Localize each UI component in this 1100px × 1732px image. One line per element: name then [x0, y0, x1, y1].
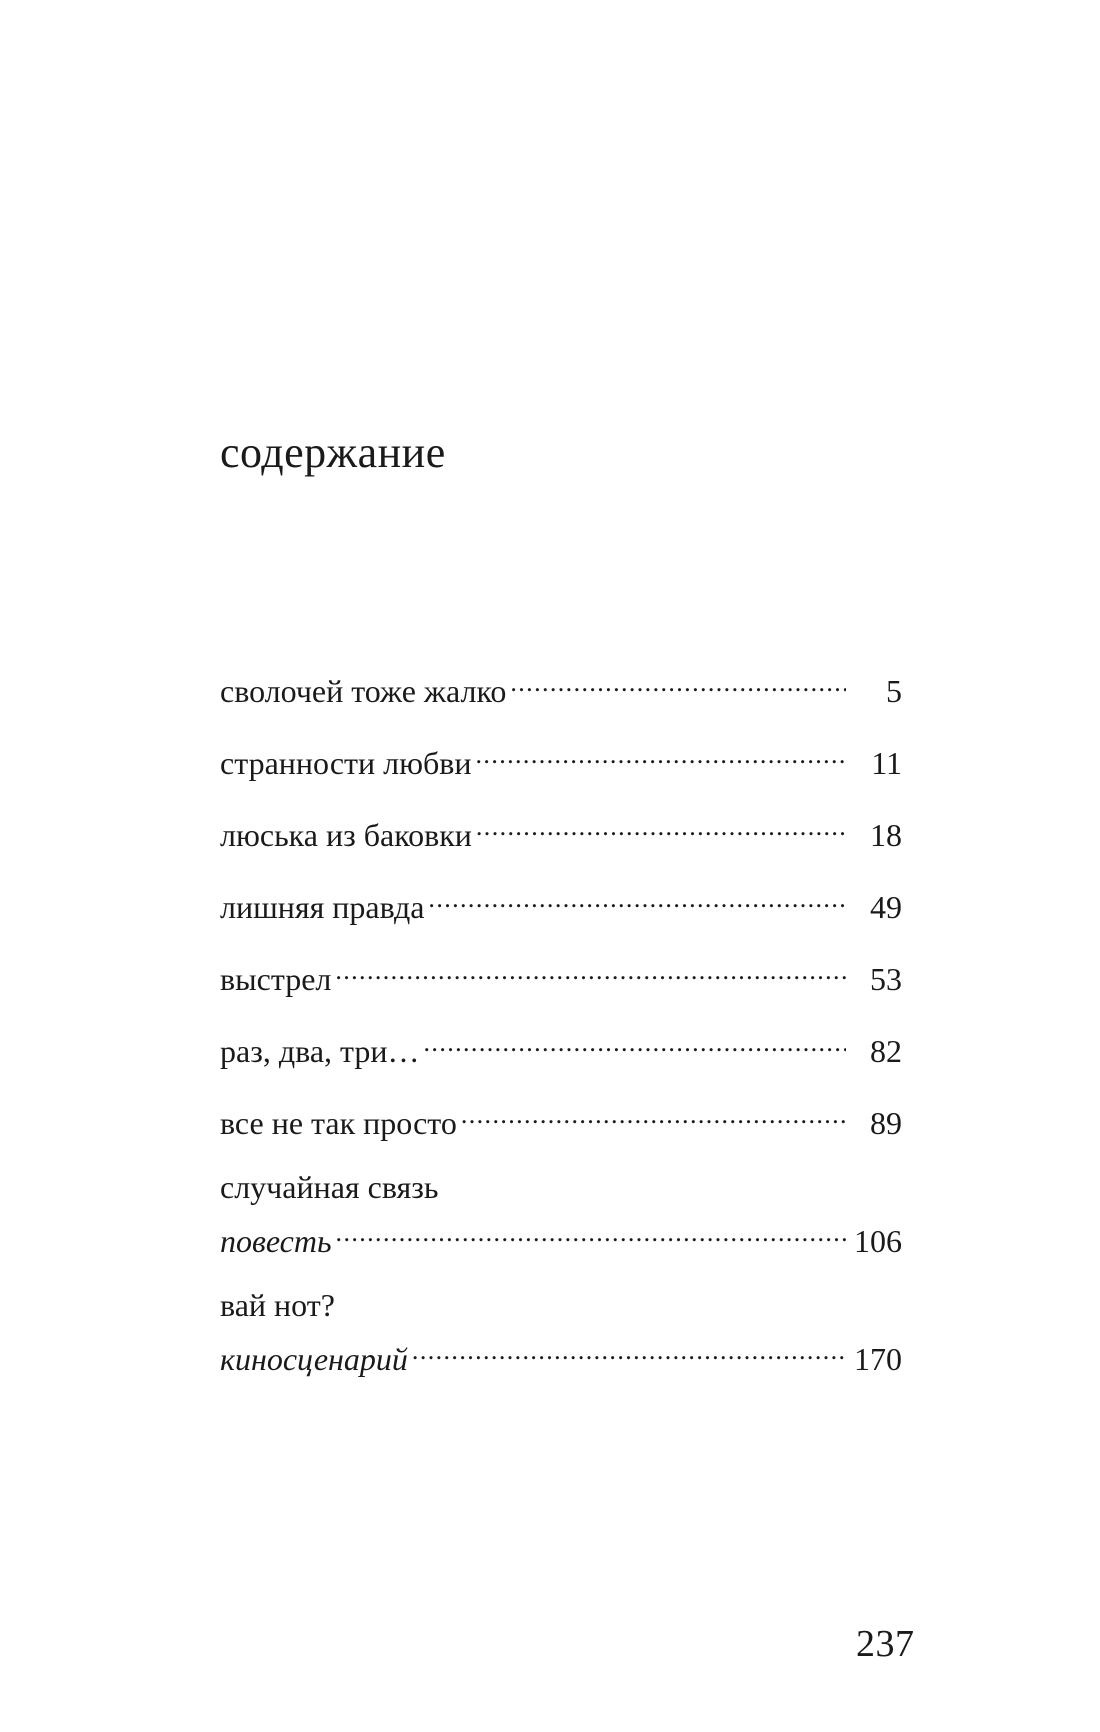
- page-title: содержание: [220, 428, 446, 477]
- toc-entry-page: 49: [870, 889, 902, 925]
- toc-entry-title: вай нот?: [220, 1287, 335, 1323]
- toc-entry-title: случайная связь: [220, 1169, 439, 1205]
- toc-entry[interactable]: [220, 1286, 902, 1378]
- dot-leader: [510, 664, 846, 702]
- toc-entry-title: лишняя правда: [220, 889, 425, 925]
- toc-entry-subtitle: киносценарий: [220, 1341, 408, 1377]
- toc-entry-subtitle: повесть: [220, 1223, 332, 1259]
- toc-entry[interactable]: [220, 1024, 902, 1070]
- toc-entry-title: люська из баковки: [220, 817, 472, 853]
- toc-entry-title: сволочей тоже жалко: [220, 673, 507, 709]
- toc-entry-page: 18: [870, 817, 902, 853]
- dot-leader: [428, 880, 846, 918]
- dot-leader: [476, 736, 846, 774]
- toc-entry-page: 11: [871, 745, 902, 781]
- toc-entry[interactable]: [220, 1096, 902, 1142]
- toc-entry[interactable]: [220, 1168, 902, 1260]
- dot-leader: [335, 952, 846, 990]
- toc-entry-title: странности любви: [220, 745, 472, 781]
- toc-entry-page: 106: [854, 1223, 902, 1259]
- toc-entry-page: 89: [870, 1105, 902, 1141]
- toc-entry-page: 82: [870, 1033, 902, 1069]
- dot-leader: [336, 1214, 846, 1252]
- dot-leader: [412, 1332, 846, 1370]
- toc-entry-title: раз, два, три…: [220, 1033, 420, 1069]
- toc-entry-title: выстрел: [220, 961, 332, 997]
- toc-entry[interactable]: [220, 880, 902, 926]
- toc-entry[interactable]: [220, 736, 902, 782]
- dot-leader: [476, 808, 846, 846]
- toc-entry-title: все не так просто: [220, 1105, 457, 1141]
- dot-leader: [424, 1024, 846, 1062]
- toc-entry-page: 170: [854, 1341, 902, 1377]
- toc-entry[interactable]: [220, 664, 902, 710]
- dot-leader: [461, 1096, 846, 1134]
- table-of-contents: [220, 664, 902, 1404]
- toc-entry-page: 53: [870, 961, 902, 997]
- toc-entry[interactable]: [220, 952, 902, 998]
- toc-entry[interactable]: [220, 808, 902, 854]
- page-number: 237: [856, 1623, 915, 1665]
- toc-entry-page: 5: [886, 673, 902, 709]
